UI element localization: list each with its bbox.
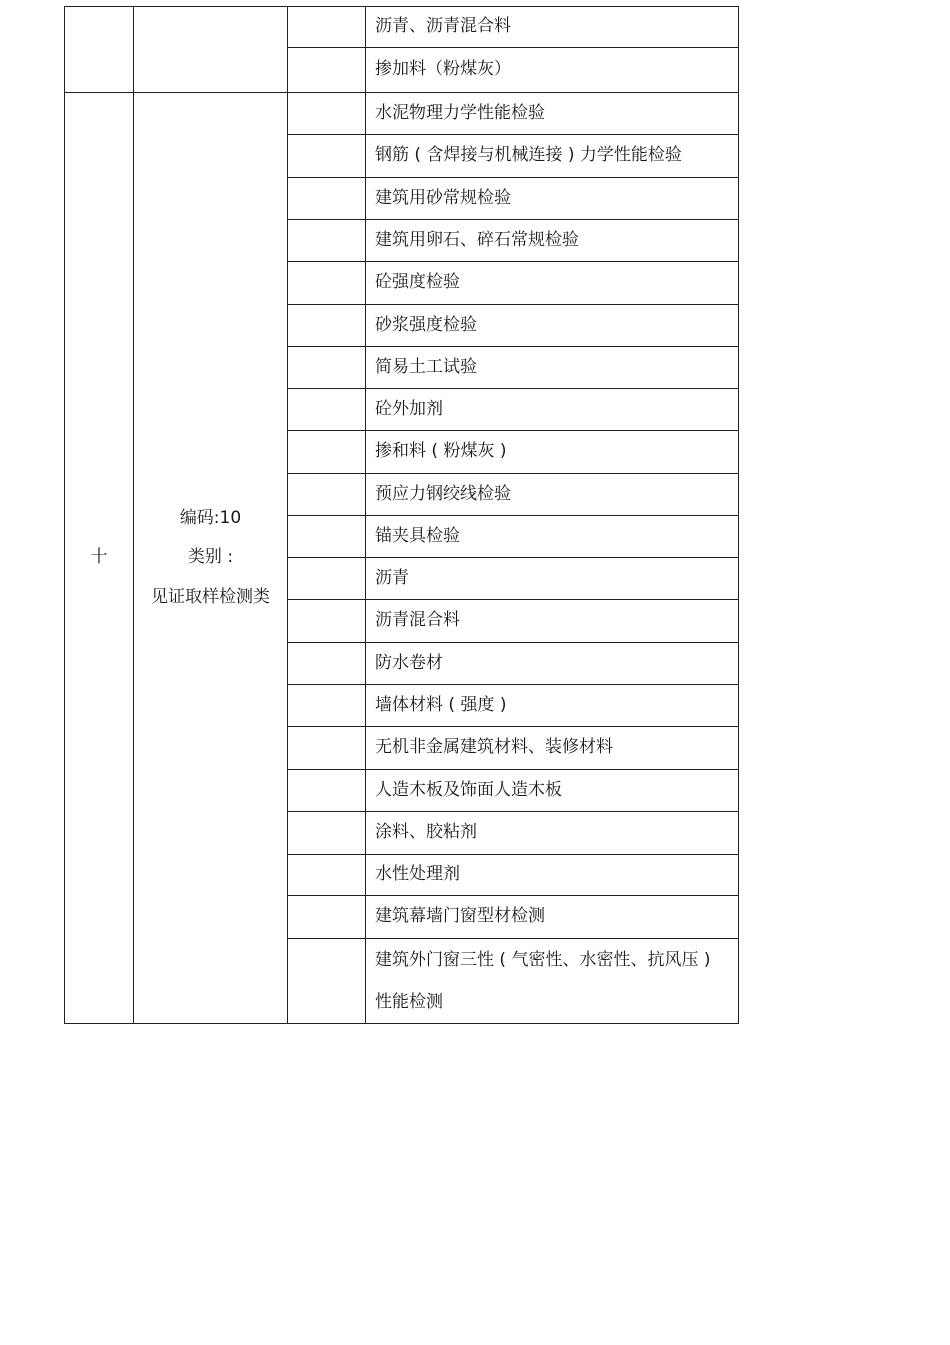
code-cell (288, 685, 366, 727)
item-label: 水性处理剂 (375, 864, 460, 885)
item-label: 水泥物理力学性能检验 (375, 102, 545, 123)
code-cell (288, 939, 366, 1024)
item-cell (366, 939, 739, 1024)
code-cell (288, 178, 366, 220)
item-label: 沥青混合料 (375, 610, 460, 631)
category-name: 见证取样检测类 (151, 586, 270, 607)
code-cell (288, 558, 366, 600)
item-label: 钢筋 ( 含焊接与机械连接 ) 力学性能检验 (375, 145, 682, 166)
code-cell (288, 389, 366, 431)
code-cell (288, 600, 366, 643)
item-label: 防水卷材 (375, 652, 443, 673)
item-label: 墙体材料 ( 强度 ) (375, 694, 507, 715)
item-cell (366, 48, 739, 93)
item-label: 无机非金属建筑材料、装修材料 (375, 737, 613, 758)
item-cell (366, 896, 739, 939)
item-label: 砂浆强度检验 (375, 314, 477, 335)
code-cell (288, 262, 366, 305)
number-cell-empty (65, 7, 134, 93)
item-label: 建筑用砂常规检验 (375, 187, 511, 208)
code-cell (288, 93, 366, 135)
code-cell (288, 135, 366, 178)
item-label: 沥青、沥青混合料 (375, 16, 511, 37)
item-cell (366, 516, 739, 558)
code-cell (288, 474, 366, 516)
item-cell (366, 431, 739, 474)
item-cell (366, 643, 739, 685)
item-label: 建筑用卵石、碎石常规检验 (375, 229, 579, 250)
code-cell (288, 347, 366, 389)
table-row (65, 7, 739, 48)
code-cell (288, 516, 366, 558)
inspection-items-table (64, 6, 739, 1024)
code-cell (288, 48, 366, 93)
code-cell (288, 855, 366, 896)
item-cell (366, 220, 739, 262)
item-label: 涂料、胶粘剂 (375, 822, 477, 843)
item-label: 砼强度检验 (375, 272, 460, 293)
code-cell (288, 643, 366, 685)
item-cell (366, 178, 739, 220)
item-cell (366, 389, 739, 431)
item-cell (366, 770, 739, 812)
code-cell (288, 770, 366, 812)
category-cell (134, 93, 288, 1024)
item-cell (366, 135, 739, 178)
category-code: 编码:10 (179, 508, 242, 529)
code-cell (288, 7, 366, 48)
code-cell (288, 896, 366, 939)
table-row (65, 93, 739, 135)
item-cell (366, 305, 739, 347)
item-label: 砼外加剂 (375, 398, 443, 419)
item-label: 锚夹具检验 (375, 525, 460, 546)
item-label: 建筑幕墙门窗型材检测 (375, 906, 545, 927)
item-cell (366, 347, 739, 389)
category-label: 类别 : (187, 547, 234, 568)
item-label: 人造木板及饰面人造木板 (375, 779, 562, 800)
item-cell (366, 727, 739, 770)
item-cell (366, 474, 739, 516)
item-cell (366, 262, 739, 305)
item-cell (366, 855, 739, 896)
code-cell (288, 812, 366, 855)
code-cell (288, 727, 366, 770)
section-number (65, 93, 134, 1024)
item-cell (366, 558, 739, 600)
item-cell (366, 685, 739, 727)
item-label: 掺和料 ( 粉煤灰 ) (375, 441, 507, 462)
item-label: 预应力钢绞线检验 (375, 483, 511, 504)
category-cell-empty (134, 7, 288, 93)
item-cell (366, 812, 739, 855)
code-cell (288, 305, 366, 347)
code-cell (288, 220, 366, 262)
item-label: 简易土工试验 (375, 356, 477, 377)
code-cell (288, 431, 366, 474)
item-cell (366, 7, 739, 48)
item-cell (366, 93, 739, 135)
item-label: 沥青 (375, 567, 409, 588)
item-label: 建筑外门窗三性 ( 气密性、水密性、抗风压 )性能检测 (375, 950, 711, 1012)
section-number-text: 十 (90, 547, 108, 568)
item-label: 掺加料（粉煤灰） (375, 59, 511, 80)
item-cell (366, 600, 739, 643)
